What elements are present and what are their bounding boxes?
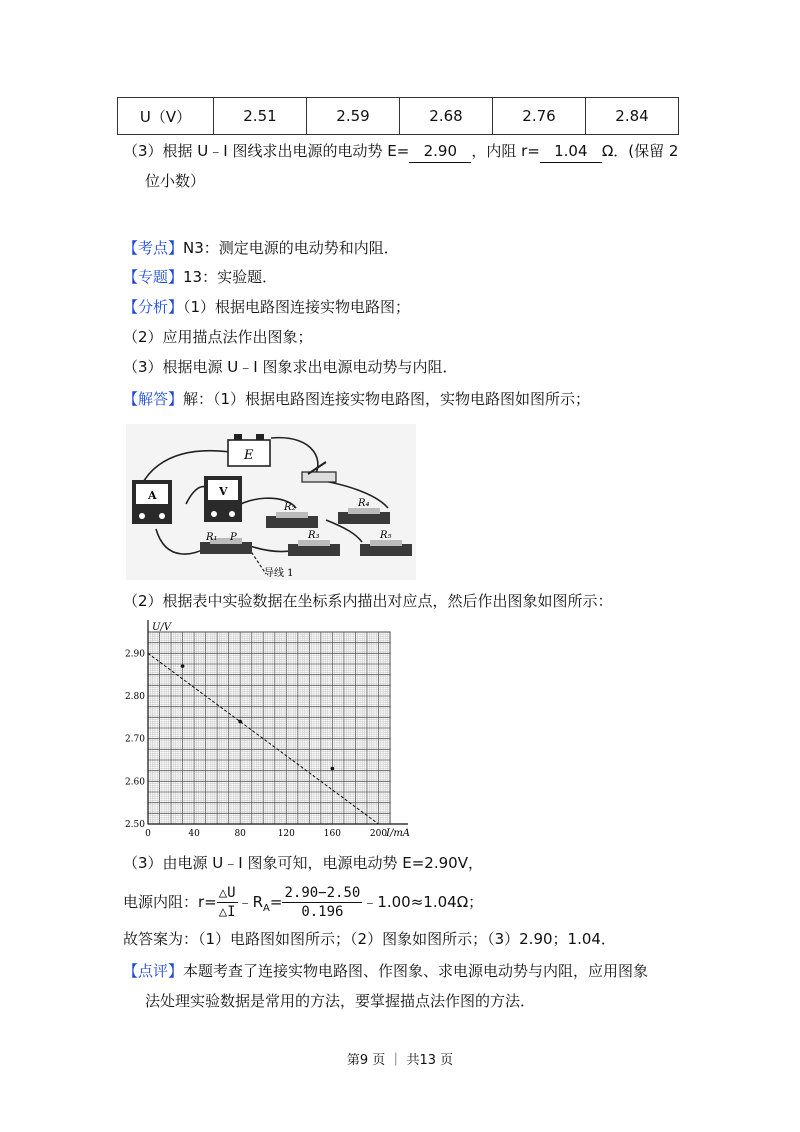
jieda-line: 【解答】解：（1）根据电路图连接实物电路图，实物电路图如图所示；	[123, 390, 591, 408]
y-tick-label: 2.70	[124, 734, 145, 745]
svg-text:R₁: R₁	[206, 532, 218, 543]
y-tick-label: 2.50	[124, 820, 145, 830]
q3-line1: （3）根据 U﹣I 图线求出电源的电动势 E= 2.90 ，内阻 r= 1.04 Ω．(保留 2	[123, 140, 678, 163]
zhuanti-line: 【专题】13：实验题．	[123, 268, 278, 286]
dianping-tag: 【点评】	[123, 962, 184, 980]
svg-text:P: P	[230, 532, 237, 543]
svg-text:R₄: R₄	[358, 498, 370, 509]
jieda-tag: 【解答】	[123, 390, 184, 408]
zhuanti-tag: 【专题】	[123, 268, 184, 286]
answer-line: 故答案为：（1）电路图如图所示；（2）图象如图所示；（3）2.90；1.04．	[123, 930, 616, 948]
table-cell: 2.51	[214, 98, 307, 135]
dianping-line1: 【点评】本题考查了连接实物电路图、作图象、求电源电动势与内阻，应用图象	[123, 962, 649, 980]
y-tick-label: 2.90	[124, 649, 145, 660]
step3-line1: （3）由电源 U﹣I 图象可知，电源电动势 E=2.90V，	[123, 854, 483, 872]
y-tick-label: 2.80	[124, 692, 145, 702]
x-tick-label: 40	[188, 829, 200, 839]
y-axis-label: U/V	[152, 622, 172, 633]
fenxi-line1: 【分析】（1）根据电路图连接实物电路图；	[123, 298, 411, 316]
delta-fraction: $\frac{\triangle U}{\triangle I}$	[218, 885, 236, 920]
ammeter-label: A	[148, 489, 157, 502]
y-tick-label: 2.60	[124, 777, 145, 788]
voltmeter-label: V	[219, 485, 228, 498]
r-answer: 1.04	[540, 140, 602, 163]
fenxi-line2: （2）应用描点法作出图象；	[123, 328, 313, 346]
q3-line2: 位小数）	[145, 172, 206, 190]
ammeter-icon	[132, 480, 172, 524]
e-answer: 2.90	[409, 140, 471, 163]
voltmeter-icon	[204, 476, 242, 522]
step2-line: （2）根据表中实验数据在坐标系内描出对应点，然后作出图象如图所示：	[123, 592, 613, 610]
svg-text:R₃: R₃	[308, 530, 320, 541]
data-point	[331, 767, 335, 771]
table-row	[118, 98, 679, 135]
table-cell: 2.59	[307, 98, 400, 135]
data-table	[117, 97, 679, 135]
x-tick-label: 120	[277, 829, 295, 839]
page-footer: 第9 页 ｜ 共13 页	[346, 1053, 454, 1068]
fenxi-tag: 【分析】	[123, 298, 184, 316]
dianping-line2: 法处理实验数据是常用的方法，要掌握描点法作图的方法．	[145, 992, 536, 1010]
chart-x-ticks	[145, 829, 387, 839]
table-cell: 2.68	[400, 98, 493, 135]
wire-label: 导线 1	[264, 568, 294, 579]
chart-y-ticks	[125, 649, 145, 830]
x-tick-label: 200	[369, 829, 388, 839]
svg-text:R₅: R₅	[380, 530, 392, 541]
step3-formula: 电源内阻：r= $\frac{\triangle U}{\triangle I}$ $﹣R_A=$ $\frac{2.90-2.50}{0.196}$ ﹣1.00≈1.04Ω；	[123, 885, 484, 920]
x-tick-label: 0	[145, 829, 151, 839]
x-axis-label: I/mA	[386, 828, 411, 839]
kaodian-tag: 【考点】	[123, 239, 184, 257]
battery-label: E	[244, 448, 254, 463]
table-cell: 2.76	[493, 98, 586, 135]
circuit-diagram	[126, 424, 416, 580]
x-tick-label: 80	[234, 829, 246, 839]
ui-chart	[124, 618, 414, 840]
table-cell: 2.84	[586, 98, 679, 135]
chart-grid	[148, 632, 390, 824]
x-tick-label: 160	[323, 829, 341, 839]
value-fraction: $\frac{2.90-2.50}{0.196}$	[284, 885, 361, 920]
kaodian-line: 【考点】N3：测定电源的电动势和内阻．	[123, 239, 399, 257]
table-header-cell: U（V）	[118, 98, 214, 135]
fenxi-line3: （3）根据电源 U﹣I 图象求出电源电动势与内阻．	[123, 358, 458, 376]
svg-text:R₂: R₂	[284, 502, 296, 513]
data-point	[238, 720, 242, 724]
data-point	[181, 664, 185, 668]
